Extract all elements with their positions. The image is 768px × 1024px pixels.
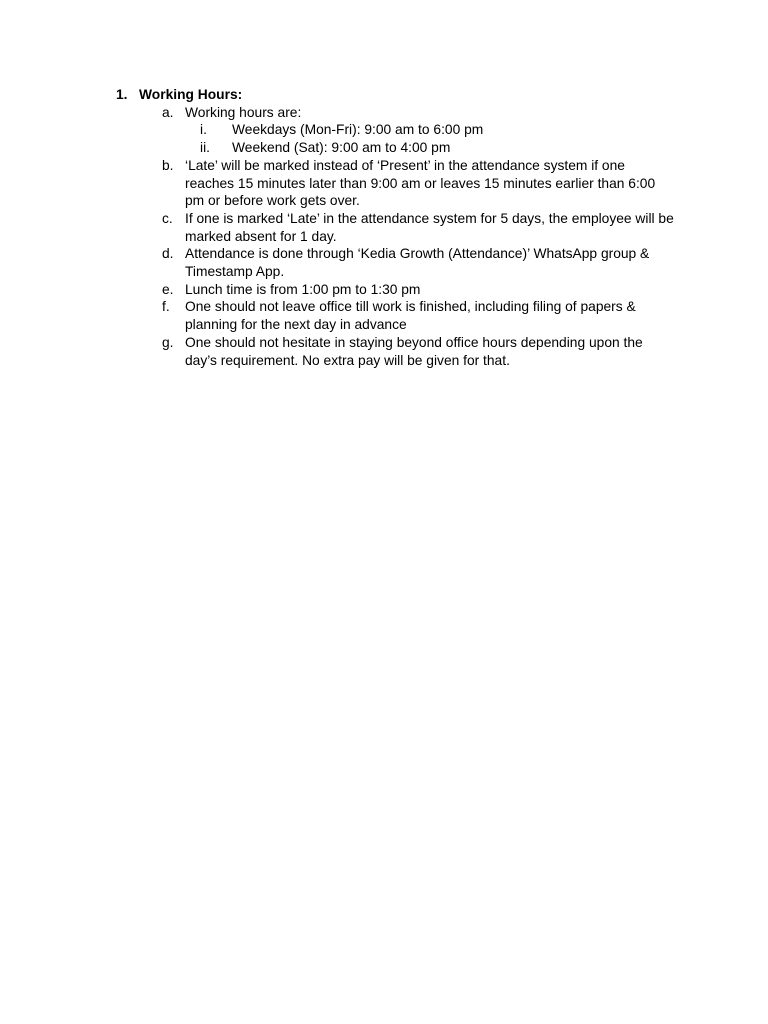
list-item-text: Weekdays (Mon-Fri): 9:00 am to 6:00 pm xyxy=(232,122,484,138)
list-item-e xyxy=(116,281,676,299)
list-item-g xyxy=(116,334,676,369)
list-item-c xyxy=(116,210,676,245)
list-marker: i. xyxy=(200,122,207,138)
list-item-text: If one is marked ‘Late’ in the attendance system for 5 days, the employee will be marked absent for 1 day. xyxy=(185,210,674,244)
list-marker: e. xyxy=(162,281,174,297)
list-marker: f. xyxy=(162,299,170,315)
section-heading xyxy=(116,86,676,104)
list-item-f xyxy=(116,298,676,333)
list-item-text: ‘Late’ will be marked instead of ‘Present’ in the attendance system if one reaches 15 minutes later than 9:00 am or leaves 15 minutes earlier than 6:00 pm or before work gets over. xyxy=(185,157,656,209)
list-item-text: One should not leave office till work is finished, including filing of papers & planning for the next day in advance xyxy=(185,299,636,333)
list-marker: ii. xyxy=(200,140,210,156)
list-subitem-i xyxy=(116,121,676,139)
list-item-b xyxy=(116,157,676,210)
section-title: Working Hours: xyxy=(139,87,243,102)
list-marker: d. xyxy=(162,246,174,262)
section-number: 1. xyxy=(116,87,128,102)
list-item-text: Lunch time is from 1:00 pm to 1:30 pm xyxy=(185,281,421,297)
list-marker: b. xyxy=(162,157,174,173)
section-working-hours xyxy=(116,86,676,369)
list-marker: c. xyxy=(162,210,173,226)
list-item-text: Attendance is done through ‘Kedia Growth (Attendance)’ WhatsApp group & Timestamp App. xyxy=(185,246,650,280)
list-item-text: One should not hesitate in staying beyond office hours depending upon the day’s requirement. No extra pay will be given for that. xyxy=(185,334,643,368)
list-item-text: Working hours are: xyxy=(185,104,302,120)
list-item-text: Weekend (Sat): 9:00 am to 4:00 pm xyxy=(232,140,451,156)
list-item-d xyxy=(116,245,676,280)
list-item-a xyxy=(116,104,676,122)
list-marker: g. xyxy=(162,334,174,350)
list-marker: a. xyxy=(162,104,174,120)
list-subitem-ii xyxy=(116,139,676,157)
